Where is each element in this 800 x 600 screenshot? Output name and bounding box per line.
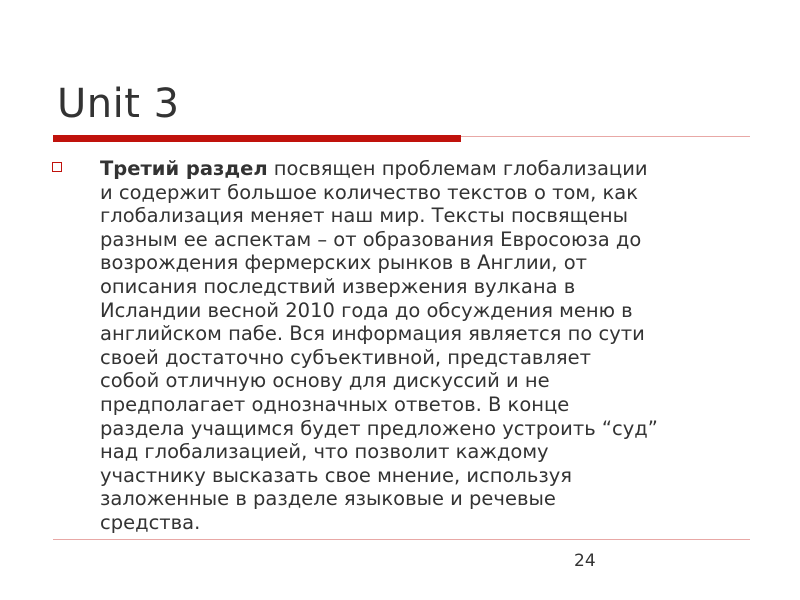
bullet-line: раздела учащимся будет предложено устроить “суд”	[100, 416, 658, 440]
bullet-line: возрождения фермерских рынков в Англии, от	[100, 251, 587, 275]
bullet-line: описания последствий извержения вулкана в	[100, 274, 576, 298]
bullet-bold-lead: Третий раздел	[100, 157, 268, 180]
title-underline	[53, 133, 750, 143]
bullet-line: разным ее аспектам – от образования Евросоюза до	[100, 227, 642, 251]
bullet-line: собой отличную основу для дискуссий и не	[100, 369, 550, 393]
bullet-text	[100, 157, 750, 535]
slide-title: Unit 3	[57, 81, 180, 127]
footer-divider	[53, 539, 750, 540]
page-number: 24	[574, 551, 596, 571]
bullet-line: английском пабе. Вся информация является по сути	[100, 322, 645, 346]
bullet-line: над глобализацией, что позволит каждому	[100, 440, 549, 464]
bullet-line: Исландии весной 2010 года до обсуждения меню в	[100, 298, 633, 322]
bullet-line: предполагает однозначных ответов. В конце	[100, 392, 570, 416]
square-bullet-icon	[52, 162, 62, 172]
title-underline-thick	[53, 135, 461, 142]
title-underline-thin	[461, 136, 750, 137]
bullet-first-line-rest: посвящен проблемам глобализации	[267, 157, 648, 180]
bullet-line: участнику высказать свое мнение, используя	[100, 463, 573, 487]
bullet-line: глобализация меняет наш мир. Тексты посвящены	[100, 204, 629, 228]
bullet-line: и содержит большое количество текстов о том, как	[100, 180, 638, 204]
bullet-line: средства.	[100, 510, 201, 534]
bullet-line-first	[100, 157, 750, 181]
bullet-line: своей достаточно субъективной, представляет	[100, 345, 591, 369]
bullet-line: заложенные в разделе языковые и речевые	[100, 487, 556, 511]
